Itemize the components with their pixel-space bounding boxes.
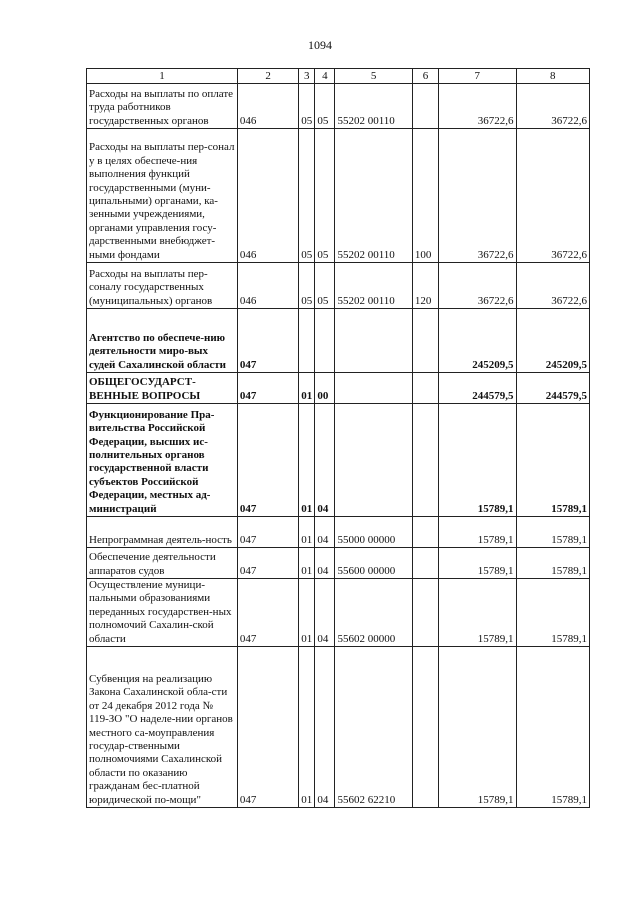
- section-code-cell: 01: [299, 579, 315, 647]
- table-body: [87, 84, 590, 808]
- amount-cell-col7: 15789,1: [439, 647, 516, 808]
- row-name-cell: Агентство по обеспече-нию деятельности миро-вых судей Сахалинской области: [87, 309, 238, 373]
- section-code-cell: 05: [299, 129, 315, 263]
- section-code-cell: 01: [299, 647, 315, 808]
- column-header: 4: [315, 69, 335, 84]
- row-name-cell: Субвенция на реализацию Закона Сахалинской обла-сти от 24 декабря 2012 года № 119-ЗО "О наделе-нии органов местного са-моуправления государ-ственными полномочиями Сахалинской области по оказанию гражданам бес-платной юридической по-мощи": [87, 647, 238, 808]
- column-header: 5: [335, 69, 412, 84]
- amount-cell-col8: 36722,6: [516, 263, 590, 309]
- table-row: [87, 517, 590, 548]
- amount-cell-col7: 36722,6: [439, 84, 516, 129]
- target-article-cell: 55602 62210: [335, 647, 412, 808]
- expense-type-cell: 120: [412, 263, 438, 309]
- amount-cell-col8: 244579,5: [516, 373, 590, 404]
- column-header: 7: [439, 69, 516, 84]
- column-header: 8: [516, 69, 590, 84]
- table-row: [87, 309, 590, 373]
- amount-cell-col8: 15789,1: [516, 517, 590, 548]
- expense-type-cell: [412, 373, 438, 404]
- section-code-cell: 01: [299, 548, 315, 579]
- column-header: 6: [412, 69, 438, 84]
- admin-code-cell: 047: [237, 647, 298, 808]
- amount-cell-col7: 15789,1: [439, 548, 516, 579]
- amount-cell-col8: 245209,5: [516, 309, 590, 373]
- section-code-cell: 05: [299, 263, 315, 309]
- subsection-code-cell: 04: [315, 404, 335, 517]
- amount-cell-col7: 15789,1: [439, 517, 516, 548]
- row-name-cell: Расходы на выплаты пер-сонал у в целях обеспече-ния выполнения функций государственными (муни-ципальными) органами, ка-зенными учреждениями, органами управления госу-дарственными внебюджет-ными фондами: [87, 129, 238, 263]
- admin-code-cell: 047: [237, 579, 298, 647]
- row-name-cell: ОБЩЕГОСУДАРСТ-ВЕННЫЕ ВОПРОСЫ: [87, 373, 238, 404]
- target-article-cell: 55202 00110: [335, 129, 412, 263]
- target-article-cell: [335, 373, 412, 404]
- table-row: [87, 579, 590, 647]
- amount-cell-col8: 15789,1: [516, 548, 590, 579]
- amount-cell-col7: 244579,5: [439, 373, 516, 404]
- amount-cell-col7: 245209,5: [439, 309, 516, 373]
- table-row: [87, 373, 590, 404]
- section-code-cell: 05: [299, 84, 315, 129]
- amount-cell-col8: 15789,1: [516, 647, 590, 808]
- admin-code-cell: 047: [237, 309, 298, 373]
- section-code-cell: [299, 309, 315, 373]
- expense-type-cell: [412, 309, 438, 373]
- table-row: [87, 647, 590, 808]
- admin-code-cell: 047: [237, 517, 298, 548]
- target-article-cell: [335, 404, 412, 517]
- column-header: 1: [87, 69, 238, 84]
- subsection-code-cell: 04: [315, 579, 335, 647]
- admin-code-cell: 047: [237, 373, 298, 404]
- amount-cell-col8: 15789,1: [516, 404, 590, 517]
- subsection-code-cell: [315, 309, 335, 373]
- admin-code-cell: 047: [237, 548, 298, 579]
- amount-cell-col7: 15789,1: [439, 404, 516, 517]
- column-header: 3: [299, 69, 315, 84]
- header-row: [87, 69, 590, 84]
- table-row: [87, 84, 590, 129]
- section-code-cell: 01: [299, 404, 315, 517]
- target-article-cell: [335, 309, 412, 373]
- row-name-cell: Функционирование Пра-вительства Российской Федерации, высших ис-полнительных органов государственной власти субъектов Российской Федерации, местных ад-министраций: [87, 404, 238, 517]
- table-row: [87, 263, 590, 309]
- subsection-code-cell: 05: [315, 84, 335, 129]
- section-code-cell: 01: [299, 517, 315, 548]
- target-article-cell: 55600 00000: [335, 548, 412, 579]
- amount-cell-col8: 15789,1: [516, 579, 590, 647]
- expense-type-cell: [412, 84, 438, 129]
- expense-type-cell: [412, 579, 438, 647]
- amount-cell-col7: 15789,1: [439, 579, 516, 647]
- target-article-cell: 55602 00000: [335, 579, 412, 647]
- expense-type-cell: [412, 548, 438, 579]
- expense-type-cell: [412, 404, 438, 517]
- row-name-cell: Осуществление муници-пальными образованиями переданных государствен-ных полномочий Сахалин-ской области: [87, 579, 238, 647]
- subsection-code-cell: 05: [315, 263, 335, 309]
- amount-cell-col7: 36722,6: [439, 129, 516, 263]
- subsection-code-cell: 04: [315, 647, 335, 808]
- admin-code-cell: 046: [237, 263, 298, 309]
- amount-cell-col8: 36722,6: [516, 84, 590, 129]
- expense-type-cell: [412, 647, 438, 808]
- target-article-cell: 55202 00110: [335, 263, 412, 309]
- page-number: 1094: [308, 38, 332, 52]
- amount-cell-col7: 36722,6: [439, 263, 516, 309]
- table-row: [87, 404, 590, 517]
- row-name-cell: Расходы на выплаты по оплате труда работников государственных органов: [87, 84, 238, 129]
- row-name-cell: Непрограммная деятель-ность: [87, 517, 238, 548]
- table-row: [87, 548, 590, 579]
- target-article-cell: 55202 00110: [335, 84, 412, 129]
- expense-type-cell: [412, 517, 438, 548]
- row-name-cell: Расходы на выплаты пер-соналу государственных (муниципальных) органов: [87, 263, 238, 309]
- admin-code-cell: 047: [237, 404, 298, 517]
- subsection-code-cell: 00: [315, 373, 335, 404]
- amount-cell-col8: 36722,6: [516, 129, 590, 263]
- row-name-cell: Обеспечение деятельности аппаратов судов: [87, 548, 238, 579]
- table-row: [87, 129, 590, 263]
- expense-type-cell: 100: [412, 129, 438, 263]
- subsection-code-cell: 04: [315, 517, 335, 548]
- subsection-code-cell: 04: [315, 548, 335, 579]
- target-article-cell: 55000 00000: [335, 517, 412, 548]
- subsection-code-cell: 05: [315, 129, 335, 263]
- section-code-cell: 01: [299, 373, 315, 404]
- admin-code-cell: 046: [237, 84, 298, 129]
- admin-code-cell: 046: [237, 129, 298, 263]
- budget-table: [86, 68, 590, 808]
- column-header: 2: [237, 69, 298, 84]
